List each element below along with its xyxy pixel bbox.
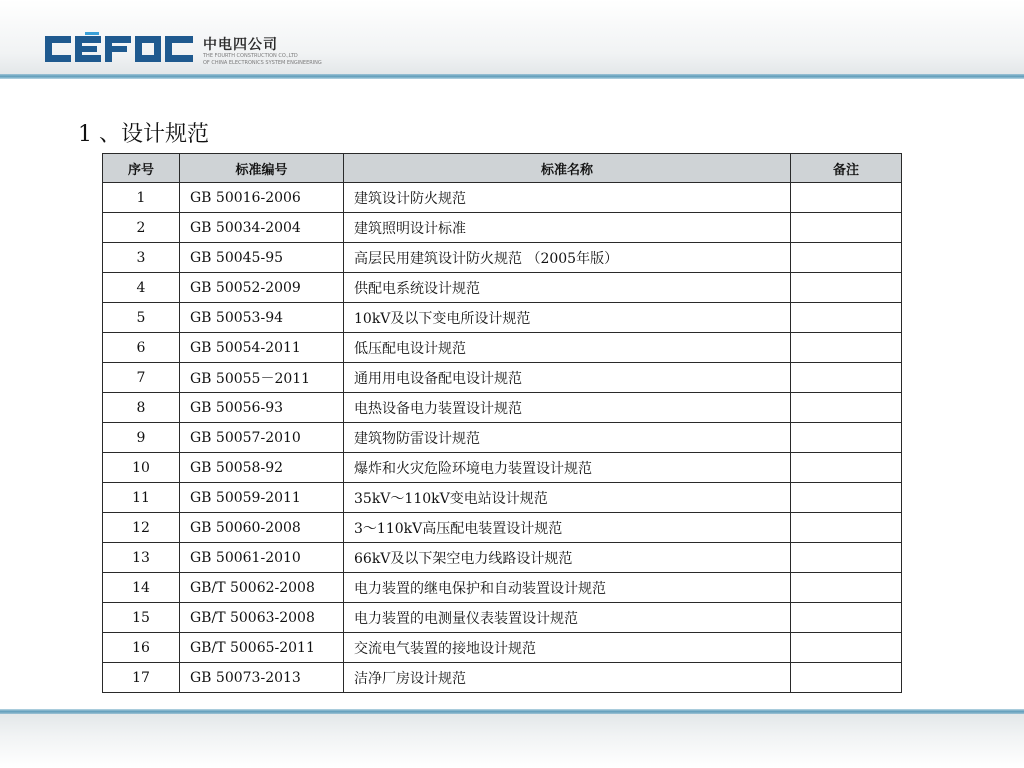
cell-no: 14 — [103, 573, 180, 603]
table-row — [103, 453, 902, 483]
cell-note — [791, 183, 902, 213]
cell-name: 10kV及以下变电所设计规范 — [344, 303, 791, 333]
cell-code: GB 50073-2013 — [180, 663, 344, 693]
cell-code: GB 50057-2010 — [180, 423, 344, 453]
cell-no: 11 — [103, 483, 180, 513]
standards-table — [102, 153, 902, 693]
header-name: 标准名称 — [344, 154, 791, 183]
cell-note — [791, 483, 902, 513]
table-row — [103, 303, 902, 333]
cell-code: GB 50061-2010 — [180, 543, 344, 573]
cell-code: GB 50058-92 — [180, 453, 344, 483]
table-row — [103, 213, 902, 243]
cell-no: 10 — [103, 453, 180, 483]
cell-no: 1 — [103, 183, 180, 213]
cell-name: 3～110kV高压配电装置设计规范 — [344, 513, 791, 543]
cell-note — [791, 633, 902, 663]
cell-no: 16 — [103, 633, 180, 663]
cell-code: GB 50016-2006 — [180, 183, 344, 213]
cell-name: 电力装置的继电保护和自动装置设计规范 — [344, 573, 791, 603]
cell-no: 9 — [103, 423, 180, 453]
cell-note — [791, 453, 902, 483]
cell-name: 建筑设计防火规范 — [344, 183, 791, 213]
cell-name: 洁净厂房设计规范 — [344, 663, 791, 693]
cell-no: 8 — [103, 393, 180, 423]
cell-name: 供配电系统设计规范 — [344, 273, 791, 303]
cell-name: 建筑照明设计标准 — [344, 213, 791, 243]
table-row — [103, 243, 902, 273]
cell-note — [791, 543, 902, 573]
cell-name: 35kV～110kV变电站设计规范 — [344, 483, 791, 513]
cell-note — [791, 393, 902, 423]
cell-name: 电力装置的电测量仪表装置设计规范 — [344, 603, 791, 633]
cell-name: 通用用电设备配电设计规范 — [344, 363, 791, 393]
cell-no: 4 — [103, 273, 180, 303]
cell-note — [791, 273, 902, 303]
cefoc-logo — [45, 32, 195, 66]
cell-no: 2 — [103, 213, 180, 243]
company-name-en-line1: THE FOURTH CONSTRUCTION CO.,LTD — [203, 53, 298, 59]
cell-code: GB 50045-95 — [180, 243, 344, 273]
table-row — [103, 513, 902, 543]
slide-header — [0, 0, 1024, 76]
table-row — [103, 603, 902, 633]
cell-code: GB 50052-2009 — [180, 273, 344, 303]
cell-code: GB/T 50063-2008 — [180, 603, 344, 633]
cell-code: GB 50060-2008 — [180, 513, 344, 543]
table-row — [103, 183, 902, 213]
cell-note — [791, 423, 902, 453]
table-row — [103, 663, 902, 693]
cell-code: GB 50056-93 — [180, 393, 344, 423]
table-row — [103, 573, 902, 603]
cell-note — [791, 213, 902, 243]
table-row — [103, 333, 902, 363]
cell-name: 低压配电设计规范 — [344, 333, 791, 363]
cell-code: GB 50034-2004 — [180, 213, 344, 243]
cell-note — [791, 243, 902, 273]
header-note: 备注 — [791, 154, 902, 183]
cell-note — [791, 663, 902, 693]
cell-no: 3 — [103, 243, 180, 273]
table-row — [103, 633, 902, 663]
cell-note — [791, 363, 902, 393]
cell-no: 15 — [103, 603, 180, 633]
cell-note — [791, 573, 902, 603]
header-no: 序号 — [103, 154, 180, 183]
cell-no: 7 — [103, 363, 180, 393]
company-name-cn: 中电四公司 — [203, 37, 278, 53]
cell-code: GB 50059-2011 — [180, 483, 344, 513]
cell-code: GB 50054-2011 — [180, 333, 344, 363]
table-header-row — [103, 154, 902, 183]
slide-footer — [0, 714, 1024, 768]
cell-name: 高层民用建筑设计防火规范 （2005年版） — [344, 243, 791, 273]
cell-note — [791, 513, 902, 543]
table-row — [103, 273, 902, 303]
cell-no: 17 — [103, 663, 180, 693]
table-row — [103, 393, 902, 423]
cell-no: 12 — [103, 513, 180, 543]
header-divider — [0, 74, 1024, 79]
cell-no: 13 — [103, 543, 180, 573]
cell-name: 交流电气装置的接地设计规范 — [344, 633, 791, 663]
cell-code: GB/T 50062-2008 — [180, 573, 344, 603]
cell-code: GB/T 50065-2011 — [180, 633, 344, 663]
cell-name: 电热设备电力装置设计规范 — [344, 393, 791, 423]
cell-name: 66kV及以下架空电力线路设计规范 — [344, 543, 791, 573]
table-row — [103, 543, 902, 573]
table-row — [103, 483, 902, 513]
cell-no: 5 — [103, 303, 180, 333]
table-row — [103, 363, 902, 393]
cell-name: 爆炸和火灾危险环境电力装置设计规范 — [344, 453, 791, 483]
cell-code: GB 50055－2011 — [180, 363, 344, 393]
cell-note — [791, 333, 902, 363]
cell-note — [791, 603, 902, 633]
section-title: 1 、设计规范 — [78, 122, 209, 147]
table-row — [103, 423, 902, 453]
company-name-en-line2: OF CHINA ELECTRONICS SYSTEM ENGINEERING — [203, 60, 322, 66]
cell-code: GB 50053-94 — [180, 303, 344, 333]
cell-note — [791, 303, 902, 333]
cell-no: 6 — [103, 333, 180, 363]
cell-name: 建筑物防雷设计规范 — [344, 423, 791, 453]
header-code: 标准编号 — [180, 154, 344, 183]
